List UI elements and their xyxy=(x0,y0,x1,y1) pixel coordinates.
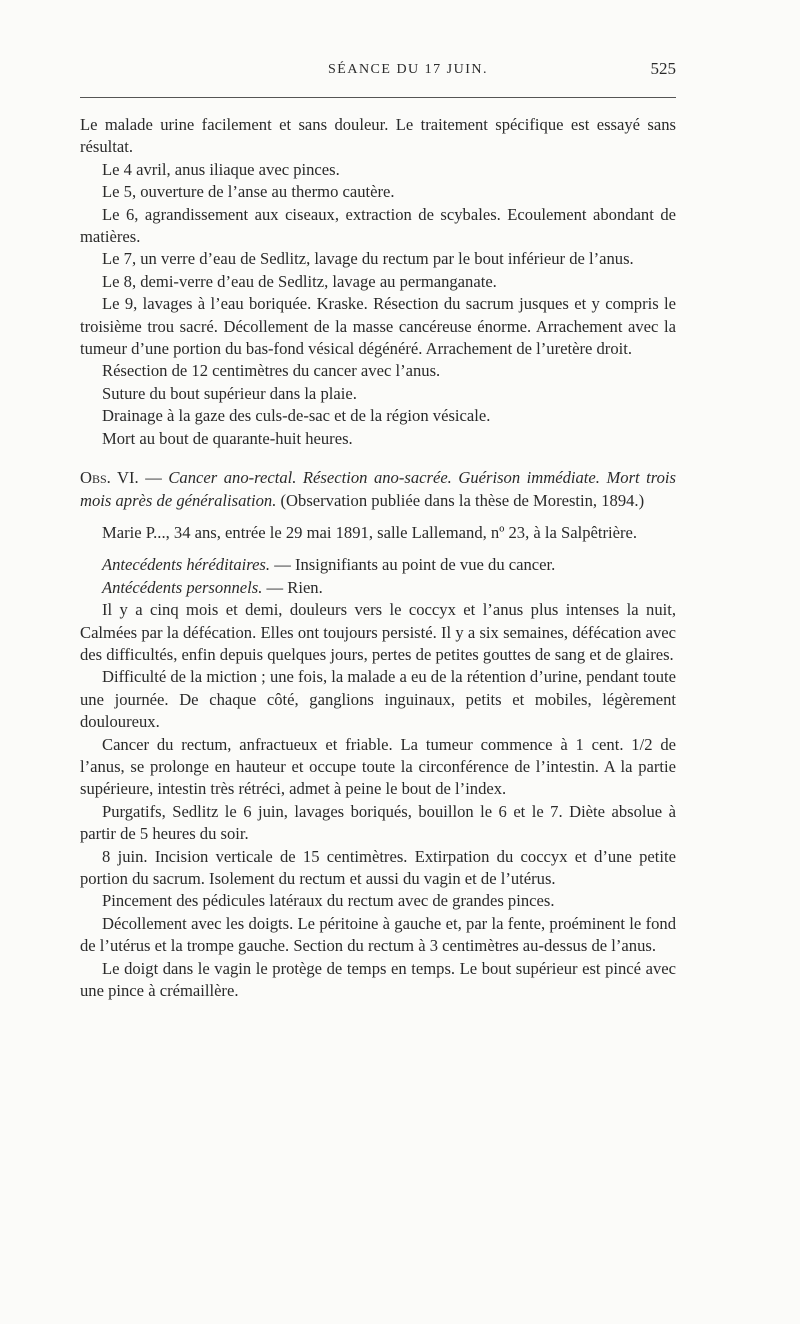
case-paragraph: Difficulté de la miction ; une fois, la malade a eu de la rétention d’urine, pendant toute une journée. De chaque côté, ganglions inguinaux, petits et mobiles, légèrement douloureux. xyxy=(80,667,676,732)
paragraph: Le 9, lavages à l’eau boriquée. Kraske. Résection du sacrum jusques et y compris le troisième trou sacré. Décollement de la masse cancéreuse énorme. Arrachement avec la tumeur d’une portion du bas-fond vésical dégénéré. Arrachement de l’uretère droit. xyxy=(80,294,676,359)
page-number: 525 xyxy=(650,59,676,78)
case-paragraph: Le doigt dans le vagin le protège de temps en temps. Le bout supérieur est pincé avec une pince à crémaillère. xyxy=(80,958,676,1001)
paragraph: Drainage à la gaze des culs-de-sac et de la région vésicale. xyxy=(102,406,491,426)
case-paragraph: 8 juin. Incision verticale de 15 centimètres. Extirpation du coccyx et d’une petite portion du sacrum. Isolement du rectum et aussi du vagin et de l’utérus. xyxy=(80,846,676,888)
running-header xyxy=(80,59,676,86)
case-paragraph: Cancer du rectum, anfractueux et friable. La tumeur commence à 1 cent. 1/2 de l’anus, se prolonge en hauteur et occupe toute la circonférence de l’intestin. A la partie supérieure, intestin très rétréci, admet à peine le bout de l’index. xyxy=(80,734,676,799)
case-paragraph: Pincement des pédicules latéraux du rectum avec de grandes pinces. xyxy=(102,891,555,911)
obs-label: Obs. VI. xyxy=(80,468,139,488)
paragraph: Mort au bout de quarante-huit heures. xyxy=(102,428,353,448)
personal-history xyxy=(80,577,676,599)
paragraph: Le 5, ouverture de l’anse au thermo cautère. xyxy=(102,182,395,202)
obs-note: (Observation publiée dans la thèse de Morestin, 1894.) xyxy=(276,490,645,510)
obs-title: Cancer ano-rectal. Résection ano-sacrée. Guérison immédiate. Mort trois mois après de généralisation. xyxy=(80,468,676,510)
paragraph: Le 6, agrandissement aux ciseaux, extraction de scybales. Ecoulement abondant de matières. xyxy=(80,204,676,247)
case-paragraph: Il y a cinq mois et demi, douleurs vers le coccyx et l’anus plus intenses la nuit, Calmées par la défécation. Elles ont toujours persisté. Il y a six semaines, défécation avec des difficultés, enfin depuis quelques jours, pertes de petites gouttes de sang et de glaires. xyxy=(80,600,676,664)
observation-heading xyxy=(80,467,676,512)
header-title: SÉANCE DU 17 JUIN. xyxy=(328,62,488,77)
hered-label: Antecédents héréditaires. xyxy=(102,555,271,575)
case-intro: Marie P..., 34 ans, entrée le 29 mai 1891, salle Lallemand, nº 23, à la Salpêtrière. xyxy=(102,522,638,542)
obs-dash: — xyxy=(138,468,169,488)
case-paragraph: Purgatifs, Sedlitz le 6 juin, lavages boriqués, bouillon le 6 et le 7. Diète absolue à partir de 5 heures du soir. xyxy=(80,801,676,844)
paragraph: Le 7, un verre d’eau de Sedlitz, lavage du rectum par le bout inférieur de l’anus. xyxy=(102,249,634,269)
hereditary-history xyxy=(80,554,676,576)
case-paragraph: Décollement avec les doigts. Le péritoine à gauche et, par la fente, proéminent le fond de l’utérus et la trompe gauche. Section du rectum à 3 centimètres au-dessus de l’anus. xyxy=(80,913,676,956)
paragraph: Résection de 12 centimètres du cancer avec l’anus. xyxy=(102,361,441,381)
page-body xyxy=(80,114,676,1002)
paragraph: Le 4 avril, anus iliaque avec pinces. xyxy=(102,159,340,179)
paragraph: Le 8, demi-verre d’eau de Sedlitz, lavage au permanganate. xyxy=(102,271,497,291)
pers-text: — Rien. xyxy=(262,577,323,597)
hered-text: — Insignifiants au point de vue du cancer. xyxy=(270,555,556,575)
paragraph: Suture du bout supérieur dans la plaie. xyxy=(102,383,357,403)
paragraph: Le malade urine facilement et sans douleur. Le traitement spécifique est essayé sans résultat. xyxy=(80,115,676,157)
pers-label: Antécédents personnels. xyxy=(102,577,263,597)
header-rule xyxy=(80,97,676,98)
